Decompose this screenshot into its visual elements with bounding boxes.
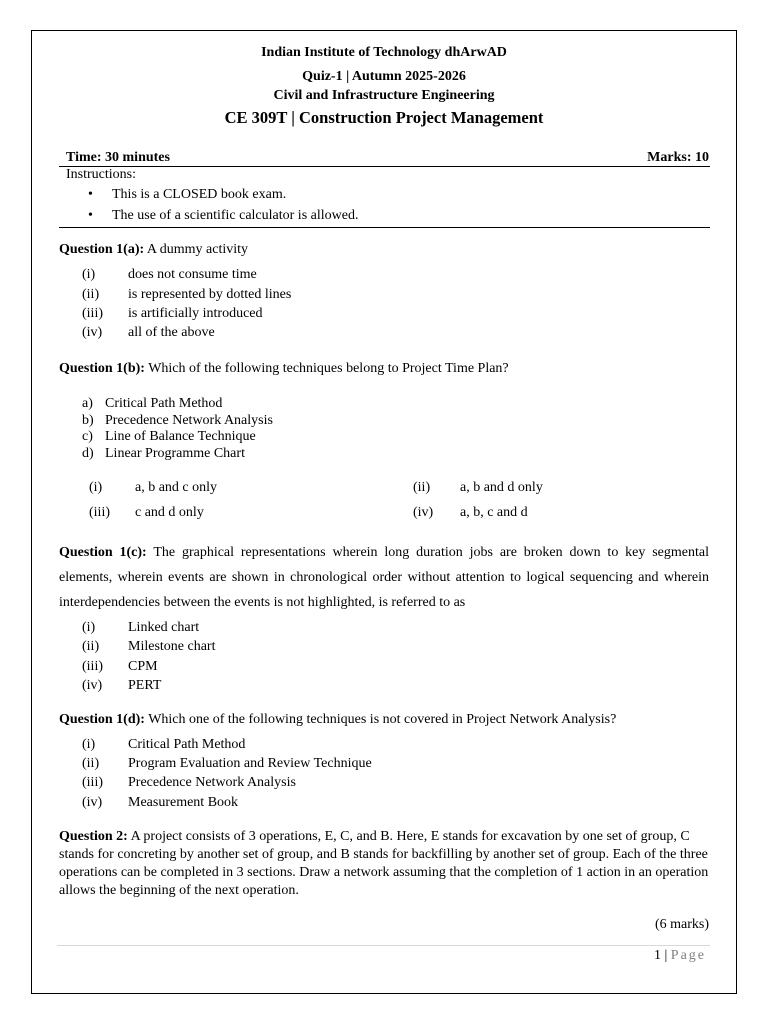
question-text: The graphical representations wherein long duration jobs are broken down to key segmental elements, wherein events are shown in chronological order without attention to logical sequencing and wherein interdependencies between the events is not highlighted, is referred to as: [59, 545, 709, 610]
question-text: Which one of the following techniques is not covered in Project Network Analysis?: [144, 712, 617, 727]
page-number: 1: [653, 948, 661, 963]
option-text: is represented by dotted lines: [128, 287, 292, 302]
question-1a: [59, 242, 248, 258]
page-footer: [654, 948, 706, 964]
option-number: (ii): [82, 287, 100, 302]
institute-name: Indian Institute of Technology dhArwAD: [261, 45, 507, 60]
option-text: Critical Path Method: [128, 737, 246, 752]
item-letter: a): [82, 396, 93, 411]
option-number: (ii): [82, 639, 100, 654]
header-divider: [59, 166, 710, 167]
instructions-divider: [59, 227, 710, 228]
option-number: (iv): [82, 795, 103, 810]
question-2: [59, 828, 711, 900]
question-label: Question 1(b):: [59, 361, 145, 376]
instruction-item: The use of a scientific calculator is allowed.: [112, 208, 359, 223]
option-number: (ii): [82, 756, 100, 771]
option-number: (i): [89, 480, 103, 495]
course-title: CE 309T | Construction Project Management: [224, 108, 544, 127]
quiz-title: Quiz-1 | Autumn 2025-2026: [302, 69, 466, 84]
option-number: (iii): [82, 659, 103, 674]
item-text: Critical Path Method: [105, 396, 223, 411]
item-letter: b): [82, 413, 94, 428]
option-text: Program Evaluation and Review Technique: [128, 756, 372, 771]
question-text: Which of the following techniques belong to Project Time Plan?: [144, 361, 509, 376]
question-2-marks: (6 marks): [654, 917, 709, 932]
question-text: A project consists of 3 operations, E, C, and B. Here, E stands for excavation by one set of group, C stands for concreting by another set of group, and B stands for backfilling by another set of group. Each of the three operations can be completed in 3 sections. Draw a network assuming that the completion of 1 action in an operation allows the beginning of the next operation.: [59, 829, 709, 898]
item-letter: c): [82, 429, 93, 444]
option-number: (iii): [82, 775, 103, 790]
question-text: A dummy activity: [144, 242, 249, 257]
department-name: Civil and Infrastructure Engineering: [273, 88, 495, 103]
option-text: does not consume time: [128, 267, 257, 282]
option-number: (i): [82, 737, 96, 752]
option-number: (iv): [82, 678, 103, 693]
option-text: a, b and d only: [460, 480, 543, 495]
option-text: Precedence Network Analysis: [128, 775, 296, 790]
marks-label: Marks: 10: [647, 150, 709, 165]
option-number: (ii): [413, 480, 431, 495]
option-number: (iv): [413, 505, 434, 520]
page-separator: |: [660, 948, 671, 963]
question-1b: [59, 361, 509, 377]
question-label: Question 2:: [59, 829, 128, 844]
time-label: Time: 30 minutes: [66, 150, 170, 165]
footer-divider: [57, 945, 710, 946]
option-text: Milestone chart: [128, 639, 216, 654]
option-text: Linked chart: [128, 620, 200, 635]
option-text: c and d only: [135, 505, 204, 520]
item-text: Linear Programme Chart: [105, 446, 245, 461]
question-label: Question 1(c):: [59, 545, 147, 560]
bullet-icon: •: [88, 208, 93, 223]
bullet-icon: •: [88, 187, 93, 202]
option-text: is artificially introduced: [128, 306, 263, 321]
option-number: (iii): [82, 306, 103, 321]
item-text: Line of Balance Technique: [105, 429, 256, 444]
option-text: a, b, c and d: [460, 505, 528, 520]
page-word: Page: [670, 948, 706, 963]
item-letter: d): [82, 446, 94, 461]
option-text: a, b and c only: [135, 480, 218, 495]
instruction-item: This is a CLOSED book exam.: [112, 187, 287, 202]
option-text: all of the above: [128, 325, 215, 340]
option-text: PERT: [128, 678, 162, 693]
question-1c: [59, 540, 709, 615]
option-number: (i): [82, 267, 96, 282]
question-1d: [59, 712, 616, 728]
question-label: Question 1(d):: [59, 712, 145, 727]
option-number: (iv): [82, 325, 103, 340]
instructions-label: Instructions:: [66, 167, 136, 182]
option-text: Measurement Book: [128, 795, 239, 810]
question-label: Question 1(a):: [59, 242, 145, 257]
option-text: CPM: [128, 659, 158, 674]
item-text: Precedence Network Analysis: [105, 413, 273, 428]
option-number: (iii): [89, 505, 110, 520]
option-number: (i): [82, 620, 96, 635]
